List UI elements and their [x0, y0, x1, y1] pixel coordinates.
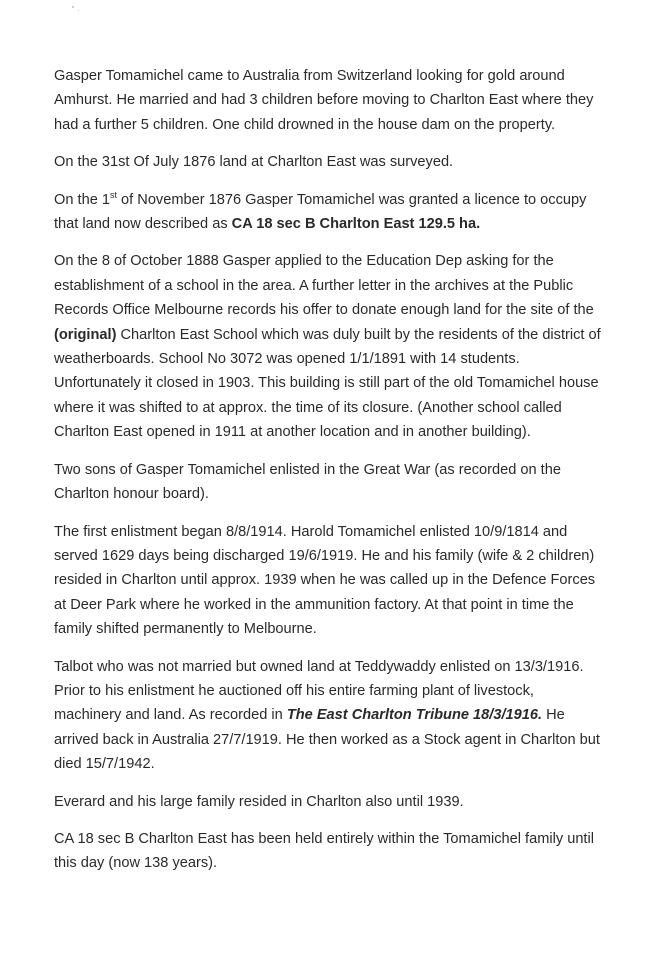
document-body: [54, 64, 604, 889]
land-description: CA 18 sec B Charlton East 129.5 ha.: [231, 216, 481, 233]
ordinal-suffix: st: [109, 189, 117, 200]
talbot-text-start: Talbot who was not married but owned land at Teddywaddy enlisted on 13/3/1916. Prior to his enlistment he auctioned off his entire farming plant of livestock, machinery and land. As recorded in: [54, 658, 584, 724]
paragraph-great-war: Two sons of Gasper Tomamichel enlisted in the Great War (as recorded on the Charlton honour board).: [54, 461, 561, 503]
school-text-start: On the 8 of October 1888 Gasper applied to the Education Dep asking for the establishment of a school in the area. A further letter in the archives at the Public Records Office Melbourne records his offer to donate enough land for the site of the: [54, 253, 594, 319]
paragraph-arrival: Gasper Tomamichel came to Australia from Switzerland looking for gold around Amhurst. He married and had 3 children before moving to Charlton East where they had a further 5 children. One child drowned in the house dam on the property.: [54, 68, 594, 133]
original-emphasis: (original): [54, 326, 117, 343]
newspaper-citation: The East Charlton Tribune 18/3/1916.: [286, 707, 543, 724]
paragraph-school: [54, 249, 604, 444]
licence-text-middle: of November 1876 Gasper Tomamichel was granted a licence to occupy that land now described as: [54, 191, 587, 233]
paragraph-survey: On the 31st Of July 1876 land at Charlton East was surveyed.: [54, 154, 454, 171]
paragraph-talbot: [54, 655, 604, 777]
paragraph-holding: CA 18 sec B Charlton East has been held entirely within the Tomamichel family until this day (now 138 years).: [54, 830, 594, 872]
talbot-text-end: He arrived back in Australia 27/7/1919. He then worked as a Stock agent in Charlton but died 15/7/1942.: [54, 707, 600, 773]
licence-text-start: On the 1: [54, 191, 110, 208]
scan-speck-small: [78, 10, 79, 11]
school-text-end: Charlton East School which was duly built by the residents of the district of weatherboards. School No 3072 was opened 1/1/1891 with 14 students. Unfortunately it closed in 1903. This building is still part of the old Tomamichel house where it was shifted to at approx. the time of its closure. (Another school called Charlton East opened in 1911 at another location and in another building).: [54, 326, 601, 441]
scan-speck: [72, 6, 74, 8]
paragraph-harold: The first enlistment began 8/8/1914. Harold Tomamichel enlisted 10/9/1814 and served 1629 days being discharged 19/6/1919. He and his family (wife & 2 children) resided in Charlton until approx. 1939 when he was called up in the Defence Forces at Deer Park where he worked in the ammunition factory. At that point in time the family shifted permanently to Melbourne.: [54, 523, 596, 638]
paragraph-licence: [54, 188, 604, 237]
paragraph-everard: Everard and his large family resided in Charlton also until 1939.: [54, 793, 464, 810]
